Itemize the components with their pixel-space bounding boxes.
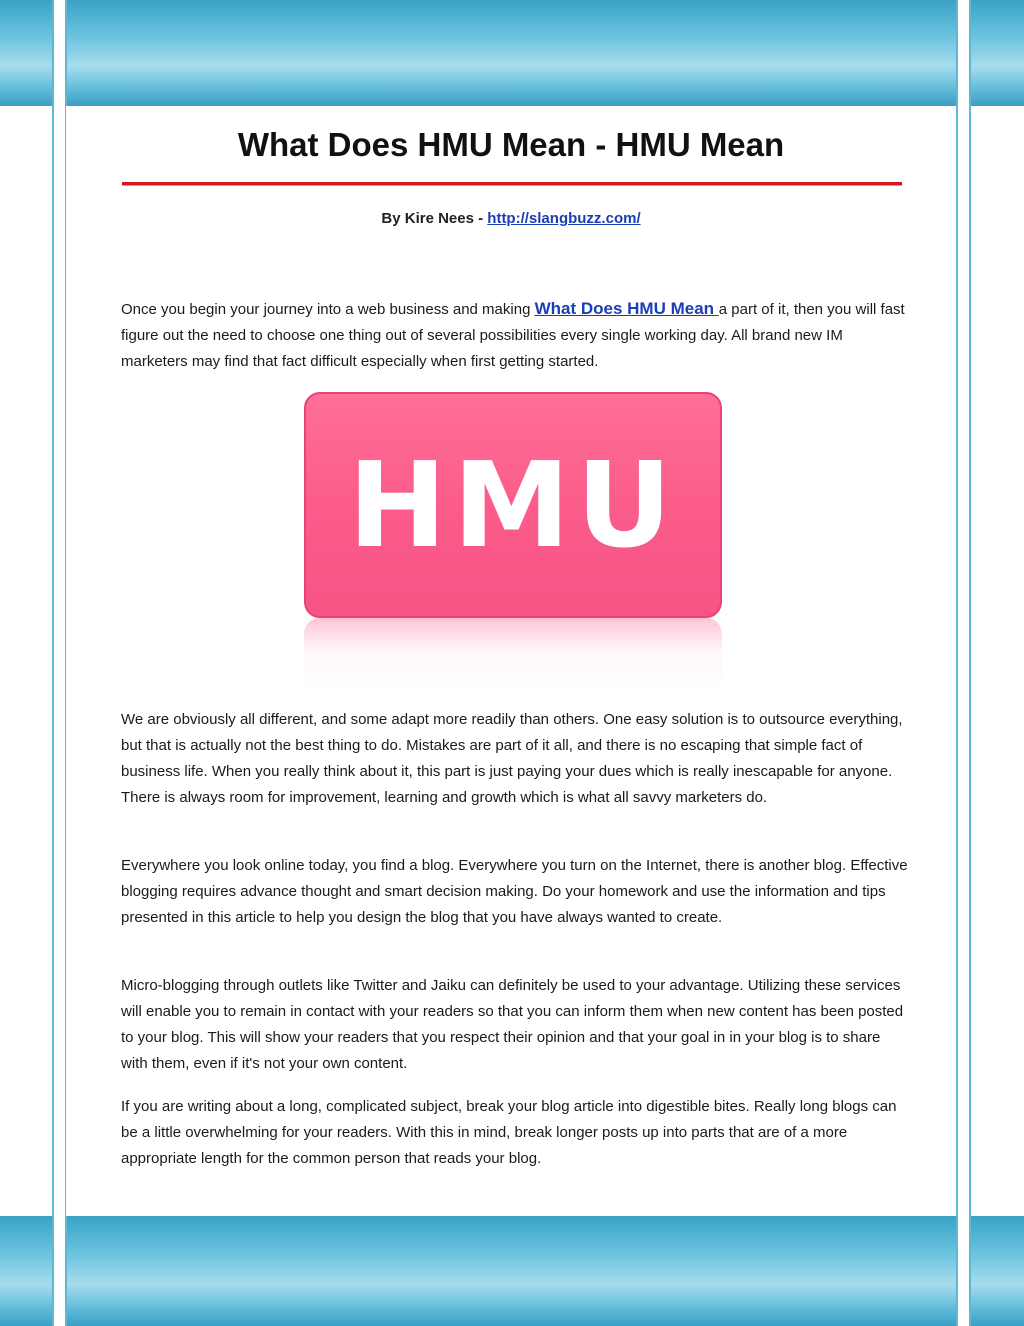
right-gutter xyxy=(957,0,969,1326)
hmu-logo-text: HMU xyxy=(348,436,678,574)
intro-text-start: Once you begin your journey into a web business and making xyxy=(121,301,535,318)
top-decorative-band xyxy=(0,0,1024,106)
page-title: What Does HMU Mean - HMU Mean xyxy=(237,126,785,163)
left-gutter xyxy=(53,0,65,1326)
intro-paragraph xyxy=(121,296,911,375)
right-border-line xyxy=(969,0,971,1326)
byline-author: By Kire Nees - xyxy=(381,210,488,227)
byline-link[interactable]: http://slangbuzz.com/ xyxy=(487,210,641,227)
bottom-decorative-band xyxy=(0,1216,1024,1326)
document-page xyxy=(66,106,956,1216)
left-border-line xyxy=(52,0,54,1326)
hmu-logo-badge xyxy=(304,392,722,618)
intro-text-end: a part of it, then you will fast figure out the need to choose one thing out of several possibilities every single working day. All brand new IM marketers may find that fact difficult especially when first getting started. xyxy=(121,301,905,370)
byline xyxy=(66,210,956,227)
body-paragraph-2: Everywhere you look online today, you find a blog. Everywhere you turn on the Internet, there is another blog. Effective blogging requires advance thought and smart decision making. Do your homework and use the information and tips presented in this article to help you design the blog that you have always wanted to create. xyxy=(121,857,908,926)
hmu-logo-reflection xyxy=(304,618,722,692)
right-inner-border-line xyxy=(956,0,958,1326)
hmu-logo-image xyxy=(304,392,722,692)
body-paragraph-3: Micro-blogging through outlets like Twitter and Jaiku can definitely be used to your advantage. Utilizing these services will enable you to remain in contact with your readers so that you can inform them when new content has been posted to your blog. This will show your readers that you respect their opinion and that your goal in in your blog is to share with them, even if it's not your own content. xyxy=(121,977,904,1072)
what-does-hmu-mean-link[interactable]: What Does HMU Mean xyxy=(534,299,719,318)
title-divider xyxy=(122,182,902,186)
body-paragraph-1: We are obviously all different, and some adapt more readily than others. One easy solution is to outsource everything, but that is actually not the best thing to do. Mistakes are part of it all, and there is no escaping that simple fact of business life. When you really think about it, this part is just paying your dues which is really inescapable for anyone. There is always room for improvement, learning and growth which is what all savvy marketers do. xyxy=(121,711,903,806)
body-paragraph-4: If you are writing about a long, complicated subject, break your blog article into digestible bites. Really long blogs can be a little overwhelming for your readers. With this in mind, break longer posts up into parts that are of a more appropriate length for the common person that reads your blog. xyxy=(121,1098,897,1167)
